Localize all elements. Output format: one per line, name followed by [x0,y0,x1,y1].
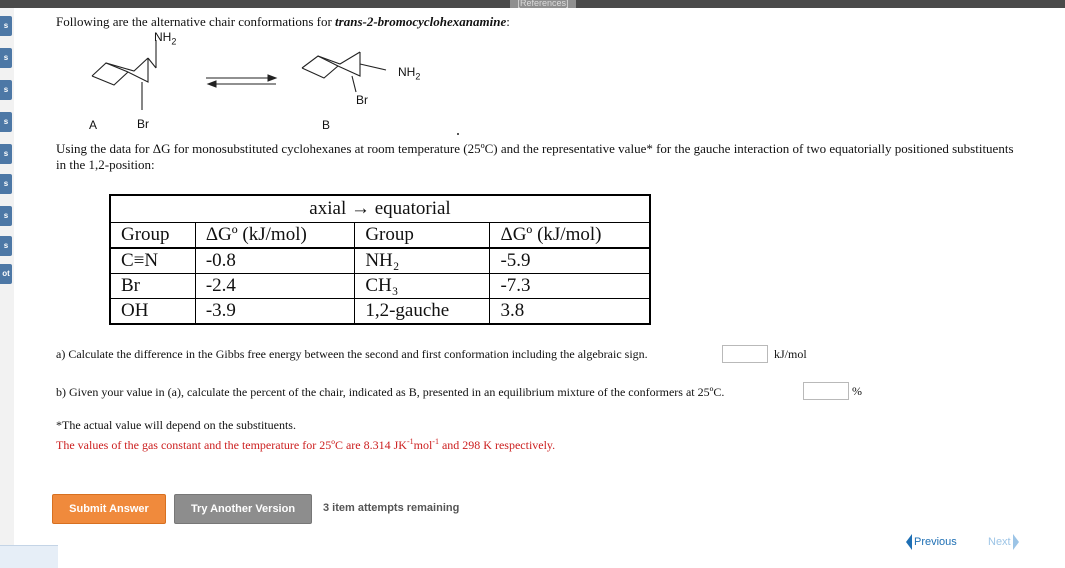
next-button[interactable]: Next [988,534,1019,550]
nav-tab-2[interactable]: s [0,48,12,68]
table-row [111,248,650,274]
nav-tab-8[interactable]: s [0,236,12,256]
nav-tab-5[interactable]: s [0,144,12,164]
attempts-remaining: 3 item attempts remaining [323,502,460,514]
nav-tab-1[interactable]: s [0,16,12,36]
dot-mark [457,133,459,135]
table-header: ΔGº (kJ/mol) [195,223,354,249]
table-cell: OH [111,299,196,324]
chevron-left-icon [906,534,912,550]
question-b-text: b) Given your value in (a), calculate the percent of the chair, indicated as B, presented in an equilibrium mixture of the conformers at 25ºC. [56,385,725,399]
nav-tab-9[interactable]: ot [0,264,12,284]
table-cell: CH₃ [355,274,490,299]
bottom-panel [0,545,58,568]
references-button[interactable]: [References] [510,0,576,8]
answer-a-input[interactable] [722,345,768,363]
table-row [111,299,650,324]
table-cell: -7.3 [490,274,650,299]
answer-b-input[interactable] [803,382,849,400]
footnote: *The actual value will depend on the substituents. [56,418,296,432]
table-row [111,274,650,299]
table-cell: Br [111,274,196,299]
table-cell: -3.9 [195,299,354,324]
compound-name: trans-2-bromocyclohexanamine [335,14,507,29]
table-cell: C≡N [111,248,196,274]
table-header: Group [355,223,490,249]
chair-a-br-label: Br [137,117,149,131]
chevron-right-icon [1013,534,1019,550]
table-cell: -0.8 [195,248,354,274]
delta-g-table [109,194,651,325]
answer-b-unit: % [852,384,862,398]
intro-text: Following are the alternative chair conformations for trans-2-bromocyclohexanamine: [56,14,510,29]
previous-button[interactable]: Previous [906,534,957,550]
chair-b-label: B [322,118,331,132]
table-cell: NH₂ [355,248,490,274]
chair-conformations-figure [56,30,496,140]
chair-a-nh2-label: $NH_2$ [154,30,177,47]
table-cell: 3.8 [490,299,650,324]
table-title: axial → equatorial [111,196,650,223]
question-a-text: a) Calculate the difference in the Gibbs free energy between the second and first conformation including the algebraic sign. [56,347,648,361]
chair-a [92,40,156,110]
constants-note: The values of the gas constant and the temperature for 25ºC are 8.314 $JK^{-1}mol^{-1}$ and 298 K respectively. [56,437,556,452]
chair-b [302,52,386,92]
nav-tab-7[interactable]: s [0,206,12,226]
table-header: Group [111,223,196,249]
table-cell: -5.9 [490,248,650,274]
submit-answer-button[interactable]: Submit Answer [52,494,166,524]
table-cell: -2.4 [195,274,354,299]
try-another-version-button[interactable]: Try Another Version [174,494,312,524]
answer-a-unit: kJ/mol [774,347,807,361]
chair-b-nh2-label: $NH_2$ [398,65,421,82]
chair-a-label: A [89,118,98,132]
instructions-text: Using the data for ΔG for monosubstituted cyclohexanes at room temperature (25ºC) and the representative value* for the gauche interaction of two equatorially positioned substituents in the 1,2-position: [56,141,1014,172]
equilibrium-arrow [206,75,276,87]
chair-b-br-label: Br [356,93,368,107]
table-cell: 1,2-gauche [355,299,490,324]
nav-tab-3[interactable]: s [0,80,12,100]
table-header: ΔGº (kJ/mol) [490,223,650,249]
chair-drawing [56,30,496,140]
nav-tab-4[interactable]: s [0,112,12,132]
left-nav [0,8,14,568]
nav-tab-6[interactable]: s [0,174,12,194]
